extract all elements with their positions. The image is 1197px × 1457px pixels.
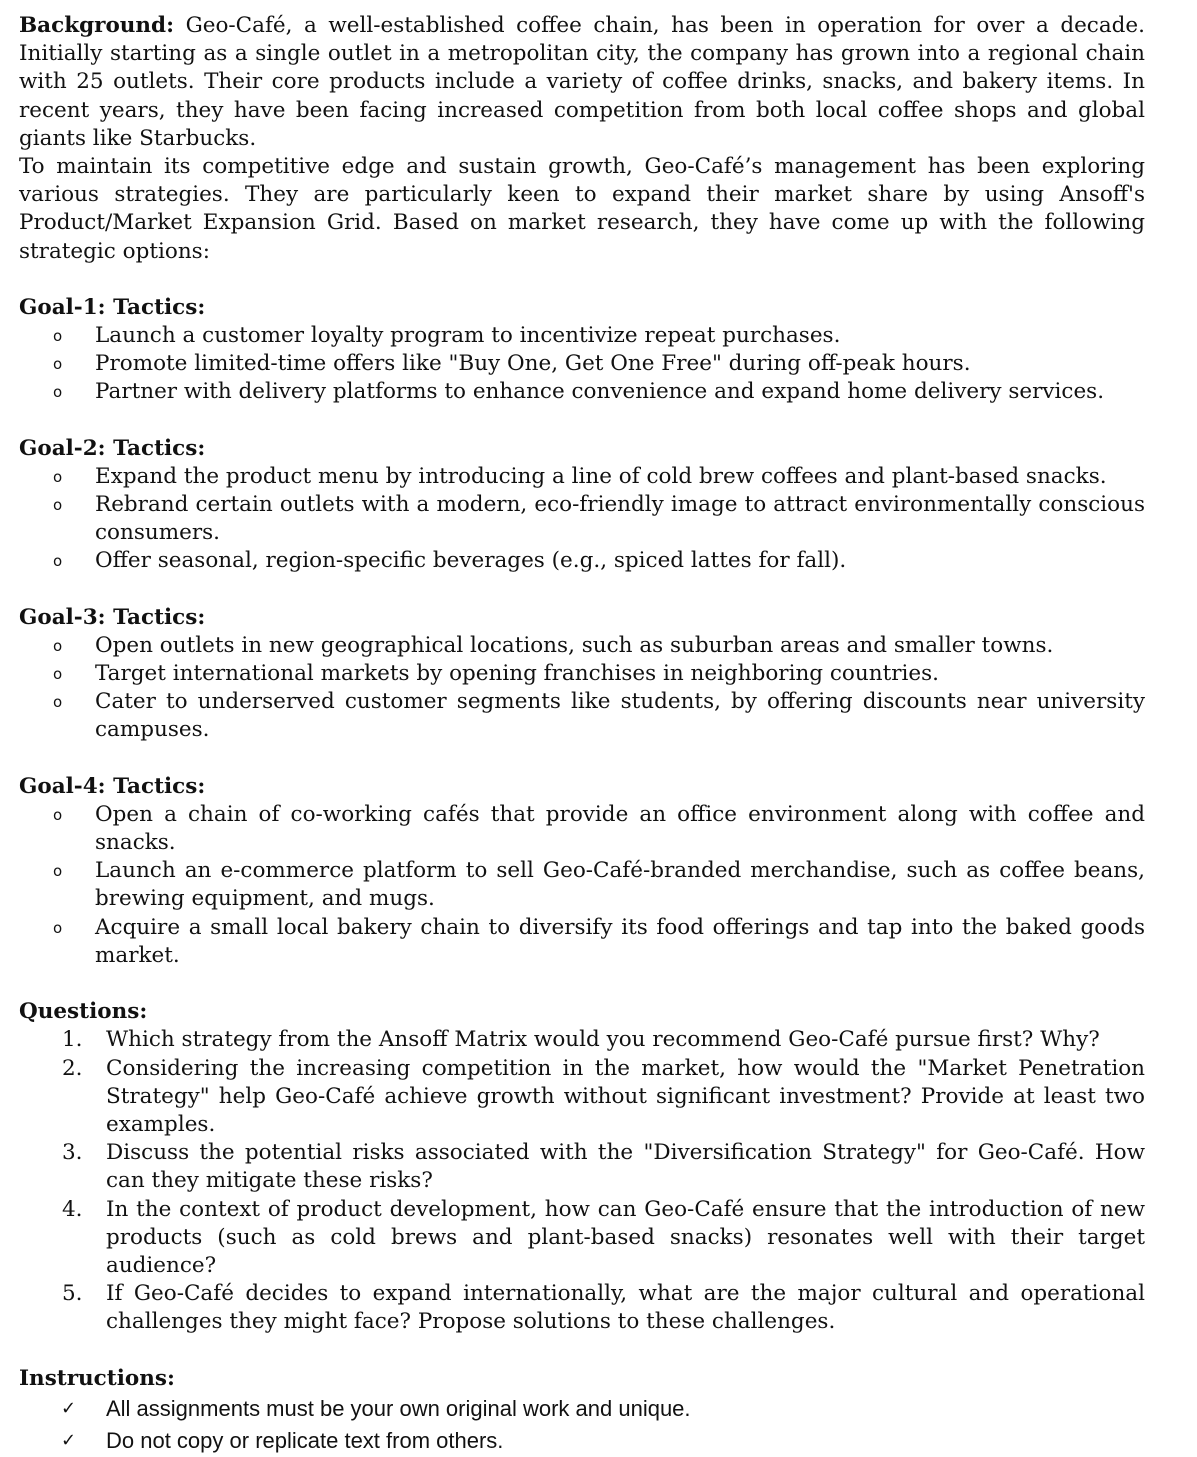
tactic-text: Promote limited-time offers like "Buy One, Get One Free" during off-peak hours. [95, 351, 971, 377]
background-label: Background: [19, 13, 175, 38]
question-item [19, 1280, 1145, 1336]
goal-2-section [19, 435, 1145, 576]
questions-list [19, 1026, 1145, 1336]
goal-1-tactics [19, 322, 1145, 407]
questions-section [19, 998, 1145, 1336]
question-text: Which strategy from the Ansoff Matrix would you recommend Geo-Café pursue first? Why? [106, 1027, 1100, 1053]
instruction-text: Do not copy or replicate text from others. [106, 1427, 504, 1453]
goal-3-section [19, 604, 1145, 745]
tactic-item [19, 857, 1145, 913]
goal-1-section [19, 294, 1145, 407]
tactic-text: Cater to underserved customer segments like students, by offering discounts near university campuses. [95, 689, 1145, 743]
goal-2-tactics [19, 463, 1145, 576]
goal-3-tactics [19, 632, 1145, 745]
tactic-text: Rebrand certain outlets with a modern, eco-friendly image to attract environmentally conscious consumers. [95, 492, 1145, 546]
tactic-item [19, 322, 1145, 350]
question-text: If Geo-Café decides to expand internationally, what are the major cultural and operational challenges they might face? Propose solutions to these challenges. [106, 1281, 1145, 1335]
tactic-text: Launch an e-commerce platform to sell Geo-Café-branded merchandise, such as coffee beans, brewing equipment, and mugs. [95, 858, 1145, 912]
bullet-icon: o [53, 496, 63, 515]
tactic-text: Open a chain of co-working cafés that provide an office environment along with coffee and snacks. [95, 801, 1145, 856]
bullet-icon: o [53, 552, 63, 571]
question-text: In the context of product development, how can Geo-Café ensure that the introduction of new products (such as cold brews and plant-based snacks) resonates well with their target audience? [106, 1196, 1145, 1278]
instruction-text: All assignments must be your own original work and unique. [106, 1395, 691, 1421]
question-item [19, 1196, 1145, 1281]
question-number: 3. [62, 1140, 83, 1166]
background-text-1: Geo-Café, a well-established coffee chain, has been in operation for over a decade. Initially starting as a single outlet in a metropolitan city, the company has grown into a regional chain with 25 outlets. Their core products include a variety of coffee drinks, snacks, and bakery items. In recent years, they have been facing increased competition from both local coffee shops and global giants like Starbucks. [19, 13, 1145, 151]
tactic-item [19, 463, 1145, 491]
question-item [19, 1055, 1145, 1140]
instruction-item [19, 1393, 1145, 1425]
checkmark-icon: ✓ [61, 1429, 77, 1451]
tactic-item [19, 801, 1145, 857]
goal-1-title: Goal-1: Tactics: [19, 294, 206, 320]
goal-2-title: Goal-2: Tactics: [19, 435, 206, 461]
bullet-icon: o [53, 918, 63, 937]
instructions-title: Instructions: [19, 1365, 175, 1391]
bullet-icon: o [53, 862, 63, 881]
tactic-item [19, 491, 1145, 547]
goal-3-title: Goal-3: Tactics: [19, 604, 206, 630]
question-number: 5. [62, 1281, 83, 1307]
bullet-icon: o [53, 636, 63, 655]
bullet-icon: o [53, 693, 63, 712]
tactic-item [19, 378, 1145, 406]
tactic-text: Open outlets in new geographical locations, such as suburban areas and smaller towns. [95, 632, 1054, 658]
tactic-item [19, 547, 1145, 575]
tactic-item [19, 350, 1145, 378]
question-number: 1. [62, 1027, 83, 1053]
instruction-item [19, 1425, 1145, 1457]
question-text: Discuss the potential risks associated with the "Diversification Strategy" for Geo-Café. How can they mitigate these risks? [106, 1140, 1145, 1194]
tactic-text: Offer seasonal, region-specific beverages (e.g., spiced lattes for fall). [95, 548, 847, 574]
goal-4-section [19, 773, 1145, 970]
bullet-icon: o [53, 355, 63, 374]
question-number: 2. [62, 1055, 83, 1081]
question-number: 4. [62, 1196, 83, 1222]
bullet-icon: o [53, 665, 63, 684]
question-text: Considering the increasing competition in the market, how would the "Market Penetration Strategy" help Geo-Café achieve growth without significant investment? Provide at least two examples. [106, 1055, 1145, 1137]
tactic-text: Target international markets by opening franchises in neighboring countries. [95, 661, 939, 687]
tactic-text: Expand the product menu by introducing a line of cold brew coffees and plant-based snacks. [95, 463, 1107, 489]
questions-title: Questions: [19, 999, 148, 1025]
instructions-section [19, 1365, 1145, 1457]
tactic-item [19, 660, 1145, 688]
checkmark-icon: ✓ [61, 1397, 77, 1419]
tactic-item [19, 688, 1145, 744]
background-paragraph-1 [19, 12, 1145, 153]
question-item [19, 1139, 1145, 1195]
question-item [19, 1026, 1145, 1054]
tactic-text: Acquire a small local bakery chain to diversify its food offerings and tap into the baked goods market. [95, 914, 1145, 968]
bullet-icon: o [53, 467, 63, 486]
background-section [19, 12, 1145, 266]
background-paragraph-2: To maintain its competitive edge and sustain growth, Geo-Café’s management has been exploring various strategies. They are particularly keen to expand their market share by using Ansoff's Product/Market Expansion Grid. Based on market research, they have come up with the following strategic options: [19, 154, 1145, 264]
document-page [19, 12, 1145, 1457]
instructions-list [19, 1393, 1145, 1457]
bullet-icon: o [53, 383, 63, 402]
bullet-icon: o [53, 805, 63, 824]
tactic-text: Partner with delivery platforms to enhance convenience and expand home delivery services. [95, 379, 1105, 405]
tactic-item [19, 632, 1145, 660]
bullet-icon: o [53, 327, 63, 346]
tactic-item [19, 914, 1145, 970]
goal-4-title: Goal-4: Tactics: [19, 773, 206, 799]
goal-4-tactics [19, 801, 1145, 970]
tactic-text: Launch a customer loyalty program to incentivize repeat purchases. [95, 323, 841, 349]
